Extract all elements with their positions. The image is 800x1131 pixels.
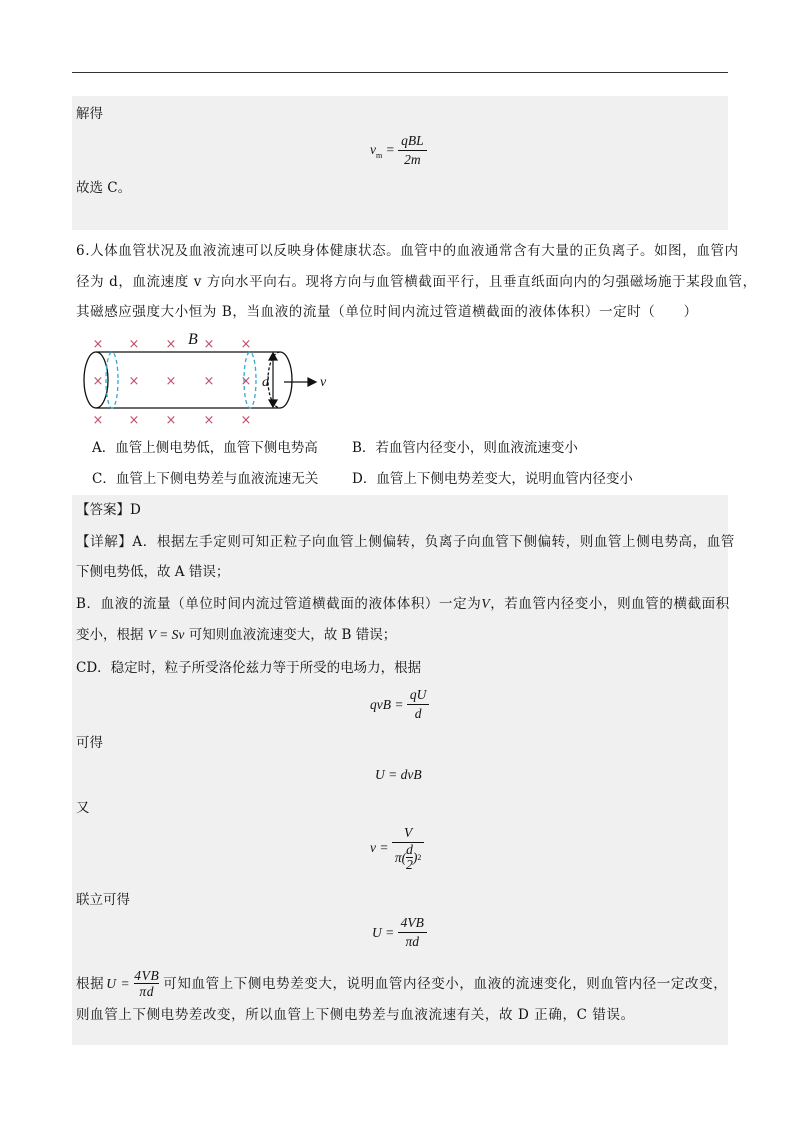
label-b: B [188, 331, 198, 348]
cross-mark: × [240, 374, 252, 389]
detail-line-2: 下侧电势低，故 A 错误； [76, 564, 230, 580]
label-d: d [262, 375, 269, 390]
cross-mark: × [128, 374, 140, 389]
answer-label: 【答案】D [76, 502, 141, 518]
equation-qvb: qvB = $\frac{qU}{d}$ [370, 686, 429, 723]
text-you: 又 [76, 800, 90, 816]
question-line-1: 6.人体血管状况及血液流速可以反映身体健康状态。血管中的血液通常含有大量的正负离子。如图，血管内 [76, 243, 739, 259]
detail-cd: CD．稳定时，粒子所受洛伦兹力等于所受的电场力，根据 [76, 660, 422, 676]
solution-intro: 解得 [76, 106, 103, 122]
cross-mark: × [203, 337, 215, 352]
cross-mark: × [165, 374, 177, 389]
cross-mark: × [240, 337, 252, 352]
solution-conclusion: 故选 C。 [76, 180, 132, 196]
equation-u-final: U = $\frac{4VB}{\pi d}$ [372, 914, 427, 951]
blood-vessel-figure [70, 330, 350, 430]
cross-mark: × [240, 413, 252, 428]
cross-mark: × [203, 413, 215, 428]
detail-b-line-1: B．血液的流量（单位时间内流过管道横截面的液体体积）一定为V，若血管内径变小，则血管的横截面积 [76, 596, 730, 612]
option-d[interactable]: D．血管上下侧电势差变大，说明血管内径变小 [352, 471, 633, 487]
equation-u-dvb: U = dvB [375, 767, 422, 782]
option-a[interactable]: A．血管上侧电势低，血管下侧电势高 [92, 440, 318, 456]
cross-mark: × [128, 413, 140, 428]
final-line-2: 则血管上下侧电势差改变，所以血管上下侧电势差与血液流速有关，故 D 正确，C 错误。 [76, 1007, 635, 1023]
cross-mark: × [128, 337, 140, 352]
option-c[interactable]: C．血管上下侧电势差与血液流速无关 [92, 471, 319, 487]
cross-mark: × [92, 413, 104, 428]
equation-vm: $v_m$ = $\frac{\text{qBL}}{2m}$ [370, 132, 427, 169]
cross-mark: × [92, 374, 104, 389]
question-line-2: 径为 d，血流速度 v 方向水平向右。现将方向与血管横截面平行，且垂直纸面向内的匀强磁场施于某段血管， [76, 274, 757, 290]
cross-mark: × [203, 374, 215, 389]
detail-line-1: 【详解】A．根据左手定则可知正粒子向血管上侧偏转，负离子向血管下侧偏转，则血管上侧电势高，血管 [76, 534, 735, 550]
cross-mark: × [165, 413, 177, 428]
question-line-3: 其磁感应强度大小恒为 B，当血液的流量（单位时间内流过管道横截面的液体体积）一定时（ ） [76, 304, 698, 320]
final-line-1: 根据 U = 4VB πd 可知血管上下侧电势差变大，说明血管内径变小，血液的流速变化，则血管内径一定改变， [76, 968, 728, 999]
equation-v: v = V π( d 2 ) 2 [370, 824, 424, 872]
text-kede: 可得 [76, 735, 103, 751]
cross-mark: × [92, 337, 104, 352]
option-b[interactable]: B．若血管内径变小，则血液流速变小 [352, 440, 578, 456]
cross-mark: × [165, 337, 177, 352]
label-v: v [320, 375, 327, 390]
text-lianli: 联立可得 [76, 892, 130, 908]
detail-b-line-2: 变小，根据 V = Sv 可知则血液流速变大，故 B 错误； [76, 627, 397, 643]
header-rule [72, 72, 728, 73]
